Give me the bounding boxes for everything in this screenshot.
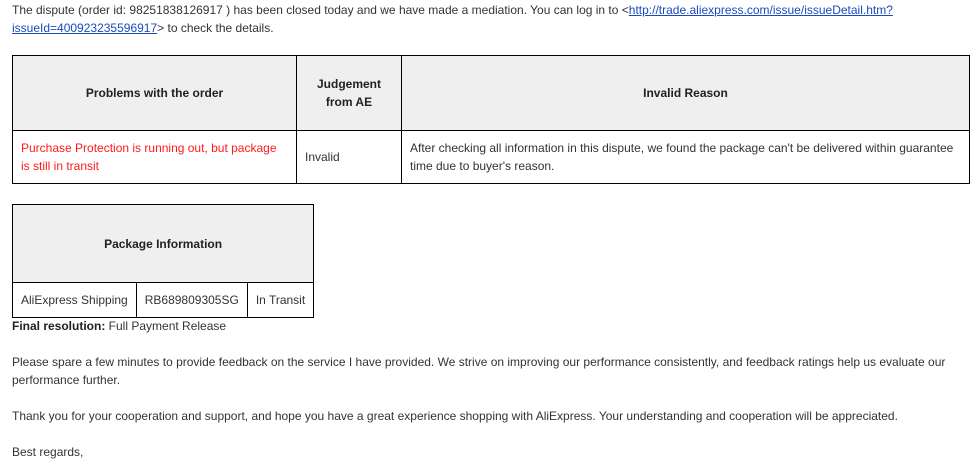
intro-suffix: > to check the details.	[157, 21, 274, 35]
package-table-header-row	[13, 205, 314, 283]
shipping-status-cell: In Transit	[247, 283, 313, 318]
thanks-paragraph: Thank you for your cooperation and support, and hope you have a great experience shopping with AliExpress. Your understanding and cooperation will be appreciated.	[12, 409, 898, 423]
judgement-cell: Invalid	[297, 131, 402, 184]
package-table	[12, 204, 314, 318]
problem-cell: Purchase Protection is running out, but package is still in transit	[13, 131, 297, 184]
table-row	[13, 283, 314, 318]
resolution-value: Full Payment Release	[105, 319, 227, 333]
intro-prefix: The dispute (order id: 98251838126917 ) has been closed today and we have made a mediation. You can log in to <	[12, 3, 629, 17]
carrier-cell: AliExpress Shipping	[13, 283, 137, 318]
signoff: Best regards,	[12, 445, 84, 459]
issue-detail-link[interactable]: http://trade.aliexpress.com/issue/issueDetail.htm?issueId=400923235596917	[12, 3, 893, 35]
judgement-table	[12, 55, 970, 184]
resolution-label: Final resolution:	[12, 319, 106, 333]
tracking-number-cell: RB689809305SG	[136, 283, 247, 318]
judgement-table-header-row	[13, 56, 970, 131]
table-row	[13, 131, 970, 184]
intro-paragraph	[12, 1, 962, 37]
reason-cell: After checking all information in this dispute, we found the package can't be delivered within guarantee time due to buyer's reason.	[402, 131, 970, 184]
header-judgement: Judgement from AE	[297, 56, 402, 131]
header-package-information: Package Information	[13, 205, 314, 283]
feedback-paragraph: Please spare a few minutes to provide feedback on the service I have provided. We strive on improving our performance consistently, and feedback ratings help us evaluate our performance further.	[12, 355, 946, 387]
header-problems: Problems with the order	[13, 56, 297, 131]
final-resolution	[12, 317, 226, 335]
header-invalid-reason: Invalid Reason	[402, 56, 970, 131]
